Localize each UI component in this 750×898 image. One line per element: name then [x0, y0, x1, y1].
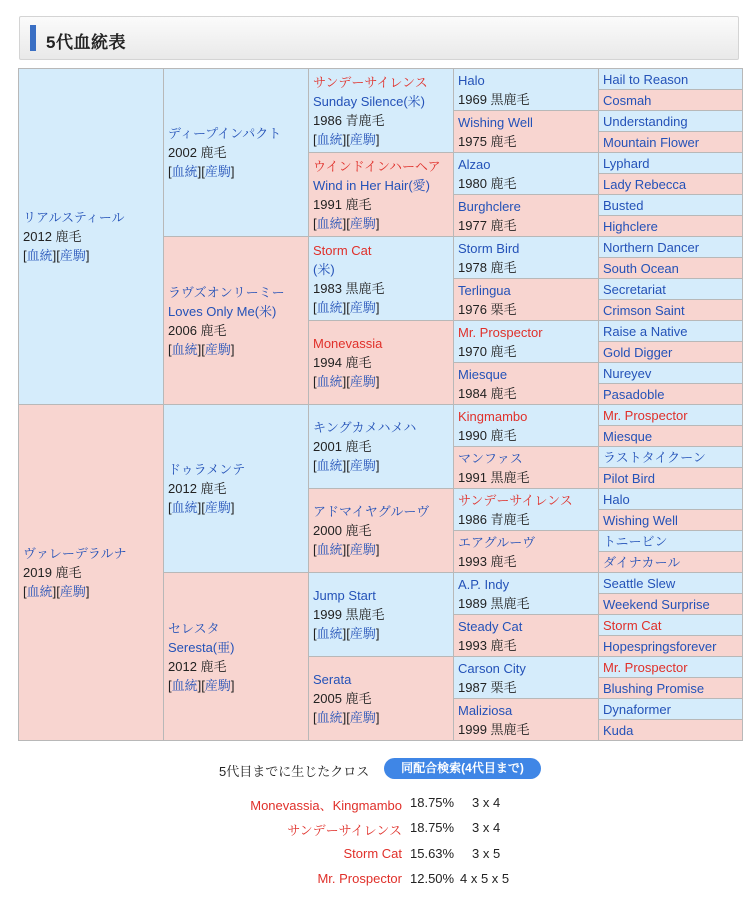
pedigree-links: [血統][産駒]: [313, 710, 380, 725]
horse-name-link[interactable]: Gold Digger: [603, 344, 673, 360]
horse-name-link[interactable]: Hail to Reason: [603, 71, 689, 87]
pedigree-cell-g4: [454, 573, 599, 615]
horse-name-link[interactable]: Busted: [603, 197, 644, 213]
horse-name-link[interactable]: Blushing Promise: [603, 680, 705, 696]
pedigree-link[interactable]: 血統: [316, 215, 343, 231]
pedigree-cell-g5: [599, 153, 743, 174]
pedigree-cell-g4: [454, 405, 599, 447]
horse-name-link[interactable]: Mr. Prospector: [458, 324, 543, 340]
similar-breeding-search-button[interactable]: 同配合検索(4代目まで): [384, 758, 541, 779]
cross-horse-name: Monevassia、Kingmambo: [250, 798, 402, 813]
pedigree-cell-g5: [599, 174, 743, 195]
pedigree-cell-g3: [309, 237, 454, 321]
horse-name-link[interactable]: Raise a Native: [603, 323, 688, 339]
birth-year-color: 1970 鹿毛: [458, 343, 517, 359]
offspring-link[interactable]: 産駒: [349, 542, 376, 557]
pedigree-cell-g5: [599, 636, 743, 657]
birth-year-color: 1991 鹿毛: [313, 196, 372, 212]
cross-row: [0, 846, 750, 864]
offspring-link[interactable]: 産駒: [204, 341, 231, 357]
horse-name-link[interactable]: Northern Dancer: [603, 239, 700, 255]
pedigree-cell-g5: [599, 363, 743, 384]
offspring-link[interactable]: 産駒: [204, 677, 231, 693]
pedigree-links: [血統][産駒]: [313, 299, 380, 315]
pedigree-link[interactable]: 血統: [316, 458, 343, 473]
horse-name-link[interactable]: Monevassia: [313, 336, 383, 351]
cross-row: [0, 820, 750, 838]
birth-year-color: 1999 黒鹿毛: [458, 721, 530, 737]
pedigree-cell-g4: [454, 195, 599, 237]
birth-year-color: 1999 黒鹿毛: [313, 607, 385, 622]
pedigree-cell-g5: [599, 279, 743, 300]
horse-name-link[interactable]: Pilot Bird: [603, 470, 656, 486]
pedigree-cell-g4: [454, 531, 599, 573]
pedigree-cell-g3: [309, 657, 454, 741]
pedigree-cell-g5: [599, 258, 743, 279]
birth-year-color: 1980 鹿毛: [458, 175, 517, 191]
horse-name-link[interactable]: リアルスティール: [23, 210, 125, 225]
cross-pattern: 3 x 4: [472, 795, 501, 810]
horse-name-link[interactable]: Terlingua: [458, 282, 511, 298]
offspring-link[interactable]: 産駒: [59, 584, 86, 599]
pedigree-links: [血統][産駒]: [313, 542, 380, 557]
pedigree-cell-g4: [454, 111, 599, 153]
pedigree-cell-g4: [454, 69, 599, 111]
horse-name-link[interactable]: Understanding: [603, 113, 688, 129]
horse-name-link[interactable]: Miesque: [458, 366, 508, 382]
pedigree-cell-g5: [599, 321, 743, 342]
pedigree-cell-g5: [599, 720, 743, 741]
pedigree-cell-g5: [599, 615, 743, 636]
birth-year-color: 1977 鹿毛: [458, 217, 517, 233]
pedigree-cell-g4: [454, 657, 599, 699]
pedigree-row: [19, 69, 743, 90]
cross-pattern: 3 x 4: [472, 820, 501, 835]
pedigree-cell-g3: [309, 153, 454, 237]
pedigree-link[interactable]: 血統: [316, 374, 343, 389]
cross-percentage: 18.75%: [410, 795, 455, 810]
pedigree-links: [血統][産駒]: [313, 215, 380, 231]
horse-name-link[interactable]: サンデーサイレンス: [313, 74, 428, 90]
horse-name-link[interactable]: Kuda: [603, 722, 634, 738]
horse-name-link[interactable]: Carson City: [458, 660, 526, 676]
header-accent-bar: [30, 25, 36, 51]
pedigree-links: [血統][産駒]: [168, 677, 235, 693]
pedigree-links: [血統][産駒]: [168, 500, 235, 515]
birth-year-color: 1975 鹿毛: [458, 133, 517, 149]
horse-name-link[interactable]: Crimson Saint: [603, 302, 685, 318]
pedigree-cell-g5: [599, 405, 743, 426]
pedigree-cell-g5: [599, 699, 743, 720]
pedigree-cell-g5: [599, 531, 743, 552]
pedigree-cell-g5: [599, 342, 743, 363]
pedigree-cell-g4: [454, 237, 599, 279]
horse-name-link[interactable]: サンデーサイレンス: [458, 492, 573, 508]
horse-name-link[interactable]: South Ocean: [603, 260, 679, 276]
birth-year-color: 2000 鹿毛: [313, 523, 372, 538]
pedigree-links: [血統][産駒]: [313, 374, 380, 389]
pedigree-cell-g4: [454, 699, 599, 741]
horse-name-link[interactable]: Storm Cat: [313, 242, 372, 258]
birth-year-color: 2012 鹿毛: [23, 229, 82, 244]
birth-year-color: 1994 鹿毛: [313, 355, 372, 370]
pedigree-cell-g5: [599, 384, 743, 405]
cross-row: [0, 871, 750, 889]
birth-year-color: 2019 鹿毛: [23, 565, 82, 580]
birth-year-color: 1987 栗毛: [458, 679, 517, 695]
birth-year-color: 2006 鹿毛: [168, 322, 227, 338]
horse-name-link[interactable]: ドゥラメンテ: [168, 462, 246, 477]
horse-name-link[interactable]: エアグルーヴ: [458, 534, 536, 550]
offspring-link[interactable]: 産駒: [349, 299, 376, 315]
pedigree-cell-g2: [164, 237, 309, 405]
horse-name-link[interactable]: ウインドインハーヘア: [313, 158, 441, 174]
offspring-link[interactable]: 産駒: [349, 374, 376, 389]
cross-horse-name: サンデーサイレンス: [287, 823, 402, 838]
pedigree-links: [血統][産駒]: [168, 164, 235, 179]
birth-year-color: 1986 青鹿毛: [458, 511, 530, 527]
pedigree-cell-g5: [599, 489, 743, 510]
pedigree-cell-g4: [454, 363, 599, 405]
pedigree-link[interactable]: 血統: [171, 677, 198, 693]
pedigree-cell-g5: [599, 426, 743, 447]
pedigree-cell-g4: [454, 321, 599, 363]
pedigree-links: [血統][産駒]: [23, 584, 90, 599]
offspring-link[interactable]: 産駒: [59, 248, 86, 263]
cross-horse-name: Mr. Prospector: [317, 871, 402, 886]
pedigree-cell-g5: [599, 447, 743, 468]
cross-percentage: 12.50%: [410, 871, 455, 886]
horse-name-link[interactable]: Halo: [458, 72, 485, 88]
horse-name-link[interactable]: ディープインパクト: [168, 126, 282, 141]
horse-name-link[interactable]: Mountain Flower: [603, 134, 700, 150]
horse-name-link[interactable]: Storm Bird: [458, 240, 520, 256]
horse-english-name-link[interactable]: Seresta(亜): [168, 639, 235, 655]
horse-english-name-link[interactable]: Wind in Her Hair(愛): [313, 177, 431, 193]
pedigree-cell-g5: [599, 573, 743, 594]
horse-name-link[interactable]: ラヴズオンリーミー: [168, 284, 285, 300]
birth-year-color: 1990 鹿毛: [458, 427, 517, 443]
horse-name-link[interactable]: ヴァレーデラルナ: [23, 546, 127, 561]
horse-name-link[interactable]: Storm Cat: [603, 617, 662, 633]
horse-name-link[interactable]: Lyphard: [603, 155, 650, 171]
pedigree-cell-g5: [599, 657, 743, 678]
pedigree-table: [18, 68, 743, 741]
horse-name-link[interactable]: Steady Cat: [458, 618, 523, 634]
horse-name-link[interactable]: Nureyev: [603, 365, 652, 381]
offspring-link[interactable]: 産駒: [349, 131, 376, 147]
offspring-link[interactable]: 産駒: [349, 710, 376, 725]
pedigree-cell-g4: [454, 447, 599, 489]
pedigree-cell-g1: [19, 69, 164, 405]
horse-english-name-link[interactable]: Sunday Silence(米): [313, 93, 425, 109]
pedigree-cell-g5: [599, 468, 743, 489]
horse-name-link[interactable]: Secretariat: [603, 281, 666, 297]
horse-name-link[interactable]: Kingmambo: [458, 408, 528, 424]
horse-name-link[interactable]: Burghclere: [458, 198, 521, 214]
birth-year-color: 2001 鹿毛: [313, 439, 372, 454]
horse-name-link[interactable]: Alzao: [458, 156, 491, 172]
pedigree-cell-g1: [19, 405, 164, 741]
pedigree-links: [血統][産駒]: [313, 131, 380, 147]
cross-pattern: 3 x 5: [472, 846, 501, 861]
horse-name-link[interactable]: Maliziosa: [458, 702, 513, 718]
pedigree-cell-g5: [599, 216, 743, 237]
birth-year-color: 1983 黒鹿毛: [313, 280, 385, 296]
horse-name-link[interactable]: トニービン: [603, 533, 668, 549]
pedigree-cell-g4: [454, 615, 599, 657]
offspring-link[interactable]: 産駒: [204, 164, 231, 179]
birth-year-color: 2002 鹿毛: [168, 145, 227, 160]
pedigree-cell-g5: [599, 300, 743, 321]
horse-name-link[interactable]: Weekend Surprise: [603, 596, 710, 612]
pedigree-link[interactable]: 血統: [171, 500, 198, 515]
offspring-link[interactable]: 産駒: [204, 500, 231, 515]
horse-name-link[interactable]: ダイナカール: [603, 554, 681, 570]
horse-name-link[interactable]: Serata: [313, 672, 352, 687]
horse-name-link[interactable]: Cosmah: [603, 92, 652, 108]
horse-name-link[interactable]: Wishing Well: [458, 114, 533, 130]
horse-english-name-link[interactable]: Loves Only Me(米): [168, 303, 277, 319]
pedigree-cell-g5: [599, 678, 743, 699]
horse-name-link[interactable]: Mr. Prospector: [603, 659, 688, 675]
birth-year-color: 1976 栗毛: [458, 301, 517, 317]
pedigree-cell-g5: [599, 552, 743, 573]
pedigree-link[interactable]: 血統: [26, 248, 53, 263]
pedigree-links: [血統][産駒]: [313, 458, 380, 473]
horse-name-link[interactable]: Seattle Slew: [603, 575, 676, 591]
cross-percentage: 15.63%: [410, 846, 455, 861]
cross-pattern: 4 x 5 x 5: [460, 871, 510, 886]
pedigree-links: [血統][産駒]: [23, 248, 90, 263]
offspring-link[interactable]: 産駒: [349, 626, 376, 641]
pedigree-link[interactable]: 血統: [171, 164, 198, 179]
horse-name-link[interactable]: A.P. Indy: [458, 576, 510, 592]
horse-name-link[interactable]: Jump Start: [313, 588, 376, 603]
pedigree-links: [血統][産駒]: [168, 341, 235, 357]
cross-percentage: 18.75%: [410, 820, 455, 835]
cross-horse-name: Storm Cat: [343, 846, 402, 861]
pedigree-cell-g3: [309, 69, 454, 153]
pedigree-link[interactable]: 血統: [316, 542, 343, 557]
page-title: 5代血統表: [46, 33, 126, 52]
horse-name-link[interactable]: Mr. Prospector: [603, 407, 688, 423]
birth-year-color: 2005 鹿毛: [313, 691, 372, 706]
horse-name-link[interactable]: キングカメハメハ: [313, 420, 417, 435]
birth-year-color: 1993 鹿毛: [458, 637, 517, 653]
birth-year-color: 1986 青鹿毛: [313, 112, 385, 128]
birth-year-color: 1969 黒鹿毛: [458, 91, 530, 107]
pedigree-cell-g4: [454, 279, 599, 321]
section-header: [19, 16, 739, 60]
pedigree-cell-g2: [164, 69, 309, 237]
pedigree-link[interactable]: 血統: [171, 341, 198, 357]
horse-name-link[interactable]: Pasadoble: [603, 386, 665, 402]
birth-year-color: 1991 黒鹿毛: [458, 469, 530, 485]
birth-year-color: 1989 黒鹿毛: [458, 595, 530, 611]
pedigree-links: [血統][産駒]: [313, 626, 380, 641]
birth-year-color: 1978 鹿毛: [458, 259, 517, 275]
pedigree-cell-g3: [309, 321, 454, 405]
horse-name-link[interactable]: マンファス: [458, 450, 523, 466]
horse-name-link[interactable]: Dynaformer: [603, 701, 671, 717]
pedigree-link[interactable]: 血統: [316, 626, 343, 641]
horse-name-link[interactable]: Wishing Well: [603, 512, 678, 528]
pedigree-link[interactable]: 血統: [26, 584, 53, 599]
pedigree-cell-g5: [599, 132, 743, 153]
birth-year-color: 2012 鹿毛: [168, 481, 227, 496]
pedigree-cell-g5: [599, 237, 743, 258]
pedigree-cell-g3: [309, 489, 454, 573]
pedigree-cell-g5: [599, 510, 743, 531]
horse-name-link[interactable]: Hopespringsforever: [603, 638, 717, 654]
pedigree-cell-g5: [599, 594, 743, 615]
cross-row: [0, 795, 750, 813]
horse-name-link[interactable]: Highclere: [603, 218, 658, 234]
offspring-link[interactable]: 産駒: [349, 458, 376, 473]
horse-name-link[interactable]: Lady Rebecca: [603, 176, 687, 192]
birth-year-color: 1984 鹿毛: [458, 385, 517, 401]
pedigree-link[interactable]: 血統: [316, 299, 343, 315]
horse-english-name-link[interactable]: (米): [313, 261, 335, 277]
pedigree-row: [19, 405, 743, 426]
pedigree-cell-g4: [454, 489, 599, 531]
pedigree-link[interactable]: 血統: [316, 710, 343, 725]
birth-year-color: 2012 鹿毛: [168, 658, 227, 674]
pedigree-cell-g2: [164, 405, 309, 573]
pedigree-cell-g5: [599, 195, 743, 216]
pedigree-cell-g4: [454, 153, 599, 195]
horse-name-link[interactable]: セレスタ: [168, 620, 220, 636]
pedigree-cell-g3: [309, 573, 454, 657]
horse-name-link[interactable]: ラストタイクーン: [603, 449, 706, 465]
pedigree-cell-g2: [164, 573, 309, 741]
offspring-link[interactable]: 産駒: [349, 215, 376, 231]
pedigree-cell-g3: [309, 405, 454, 489]
horse-name-link[interactable]: Miesque: [603, 428, 653, 444]
horse-name-link[interactable]: アドマイヤグルーヴ: [313, 504, 430, 519]
pedigree-cell-g5: [599, 69, 743, 90]
horse-name-link[interactable]: Halo: [603, 491, 630, 507]
pedigree-cell-g5: [599, 111, 743, 132]
pedigree-link[interactable]: 血統: [316, 131, 343, 147]
pedigree-cell-g5: [599, 90, 743, 111]
cross-label: 5代目までに生じたクロス: [219, 764, 370, 779]
birth-year-color: 1993 鹿毛: [458, 553, 517, 569]
